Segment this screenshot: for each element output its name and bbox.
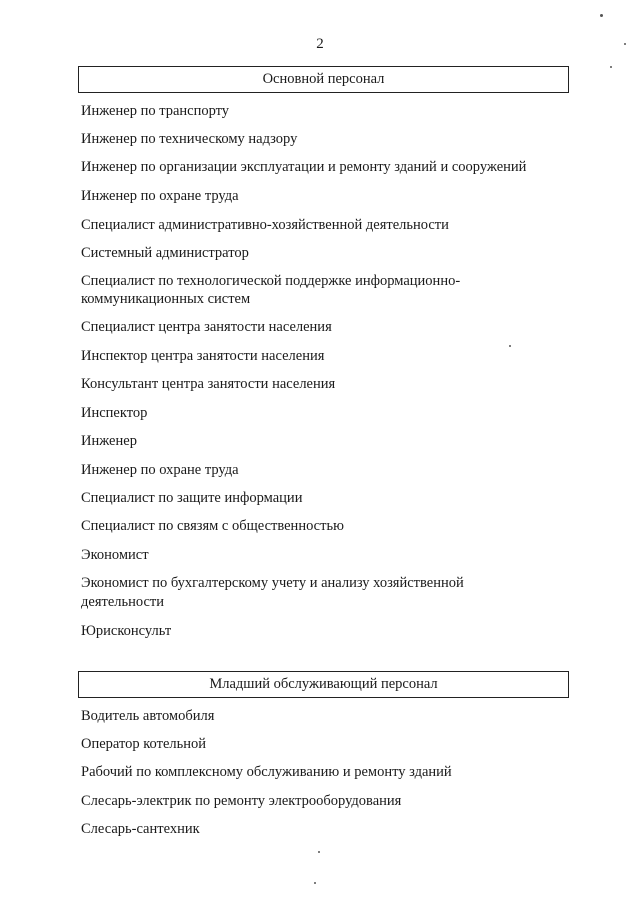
list-item: Оператор котельной [81,736,207,752]
page-number: 2 [316,36,324,52]
list-item: Инспектор [81,405,148,421]
scan-speck [624,43,626,45]
list-item-continuation: коммуникационных систем [81,291,251,307]
list-item: Рабочий по комплексному обслуживанию и ремонту зданий [81,764,452,780]
list-item-continuation: деятельности [81,594,165,610]
scan-speck [509,345,511,347]
list-item: Специалист по защите информации [81,490,303,506]
list-item: Специалист административно-хозяйственной деятельности [81,217,449,233]
list-item: Инженер по охране труда [81,462,239,478]
list-item: Инженер по охране труда [81,188,239,204]
scan-speck [600,14,603,17]
list-item: Экономист по бухгалтерскому учету и анализу хозяйственной [81,575,464,591]
list-item: Экономист [81,547,149,563]
scan-speck [314,882,316,884]
section-header-main-staff: Основной персонал [78,66,569,93]
list-item: Специалист центра занятости населения [81,319,332,335]
list-item: Специалист по связям с общественностью [81,518,344,534]
list-item: Инженер по техническому надзору [81,131,298,147]
list-item: Инженер по организации эксплуатации и ремонту зданий и сооружений [81,159,527,175]
list-item: Инженер по транспорту [81,103,230,119]
scan-speck [610,66,612,68]
list-item: Системный администратор [81,245,249,261]
list-item: Консультант центра занятости населения [81,376,336,392]
list-item: Слесарь-электрик по ремонту электрооборудования [81,793,402,809]
list-item: Инженер [81,433,137,449]
section-header-junior-staff: Младший обслуживающий персонал [78,671,569,698]
list-item: Инспектор центра занятости населения [81,348,325,364]
scan-speck [318,851,320,853]
list-item: Юрисконсульт [81,623,172,639]
list-item: Специалист по технологической поддержке информационно- [81,273,461,289]
list-item: Водитель автомобиля [81,708,215,724]
list-item: Слесарь-сантехник [81,821,200,837]
